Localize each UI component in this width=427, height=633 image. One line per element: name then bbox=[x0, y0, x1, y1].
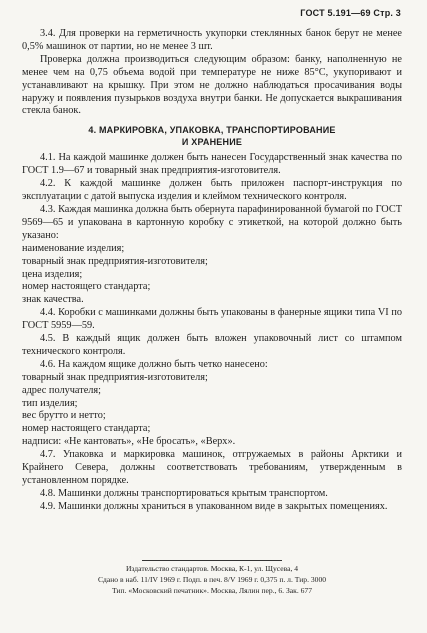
list-item: номер настоящего стандарта; bbox=[22, 423, 151, 435]
paragraph-4-4: 4.4. Коробки с машинками должны быть упакованы в фанерные ящики типа VI по ГОСТ 5959—59. bbox=[22, 307, 402, 332]
section-heading bbox=[22, 124, 402, 148]
paragraph-3-4-procedure: Проверка должна производиться следующим образом: банку, наполненную не менее чем на 0,75 объема водой при температуре не ниже 85°С, укупоривают и устанавливают на крышку. При этом не должно наблюдаться просачивания воды наружу и появления пузырьков воздуха внутри банки. Не допускается выкрашивания стекла банок. bbox=[22, 53, 402, 117]
paragraph-4-9: 4.9. Машинки должны храниться в упакованном виде в закрытых помещениях. bbox=[40, 500, 388, 512]
print-details-line: Сдано в наб. 11/IV 1969 г. Подп. в печ. 8/V 1969 г. 0,375 п. л. Тир. 3000 bbox=[97, 575, 327, 584]
list-item: цена изделия; bbox=[22, 268, 83, 280]
publisher-line: Издательство стандартов. Москва, К-1, ул. Щусева, 4 bbox=[125, 564, 299, 573]
paragraph-4-6: 4.6. На каждом ящике должно быть четко нанесено: bbox=[40, 358, 268, 370]
footer-divider bbox=[142, 560, 282, 561]
paragraph-4-7: 4.7. Упаковка и маркировка машинок, отгружаемых в районы Арктики и Крайнего Севера, должны соответствовать требованиям, утвержденным в установленном порядке. bbox=[22, 449, 402, 486]
imprint-footer bbox=[22, 560, 402, 596]
list-item: наименование изделия; bbox=[22, 242, 125, 254]
list-item: номер настоящего стандарта; bbox=[22, 281, 151, 293]
paragraph-4-2: 4.2. К каждой машинке должен быть приложен паспорт-инструкция по эксплуатации с датой выпуска изделия и клеймом технического контроля. bbox=[22, 178, 402, 203]
list-item: знак качества. bbox=[22, 294, 84, 306]
list-item: вес брутто и нетто; bbox=[22, 410, 106, 422]
section-heading-line-1: 4. МАРКИРОВКА, УПАКОВКА, ТРАНСПОРТИРОВАНИЕ bbox=[88, 125, 336, 136]
paragraph-4-3: 4.3. Каждая машинка должна быть обернута парафинированной бумагой по ГОСТ 9569—65 и упакована в картонную коробку с этикеткой, на которой должно быть указано: bbox=[22, 203, 402, 241]
list-item: надписи: «Не кантовать», «Не бросать», «Верх». bbox=[22, 436, 236, 448]
section-heading-line-2: И ХРАНЕНИЕ bbox=[181, 137, 243, 148]
list-item: адрес получателя; bbox=[22, 384, 102, 396]
paragraph-4-5: 4.5. В каждый ящик должен быть вложен упаковочный лист со штампом технического контроля. bbox=[22, 333, 402, 357]
page-header: ГОСТ 5.191—69 Стр. 3 bbox=[300, 8, 401, 18]
paragraph-4-8: 4.8. Машинки должны транспортироваться крытым транспортом. bbox=[40, 487, 328, 499]
list-item: товарный знак предприятия-изготовителя; bbox=[22, 255, 208, 267]
paragraph-3-4: 3.4. Для проверки на герметичность укупорки стеклянных банок берут не менее 0,5% машинок от партии, но не менее 3 шт. bbox=[22, 28, 402, 52]
paragraph-4-1: 4.1. На каждой машинке должен быть нанесен Государственный знак качества по ГОСТ 1.9—67 и товарный знак предприятия-изготовителя. bbox=[22, 152, 402, 177]
printing-house-line: Тип. «Московский печатник». Москва, Лялин пер., 6. Зак. 677 bbox=[111, 586, 313, 595]
document-body bbox=[22, 28, 402, 514]
list-item: товарный знак предприятия-изготовителя; bbox=[22, 371, 208, 383]
list-item: тип изделия; bbox=[22, 397, 78, 409]
